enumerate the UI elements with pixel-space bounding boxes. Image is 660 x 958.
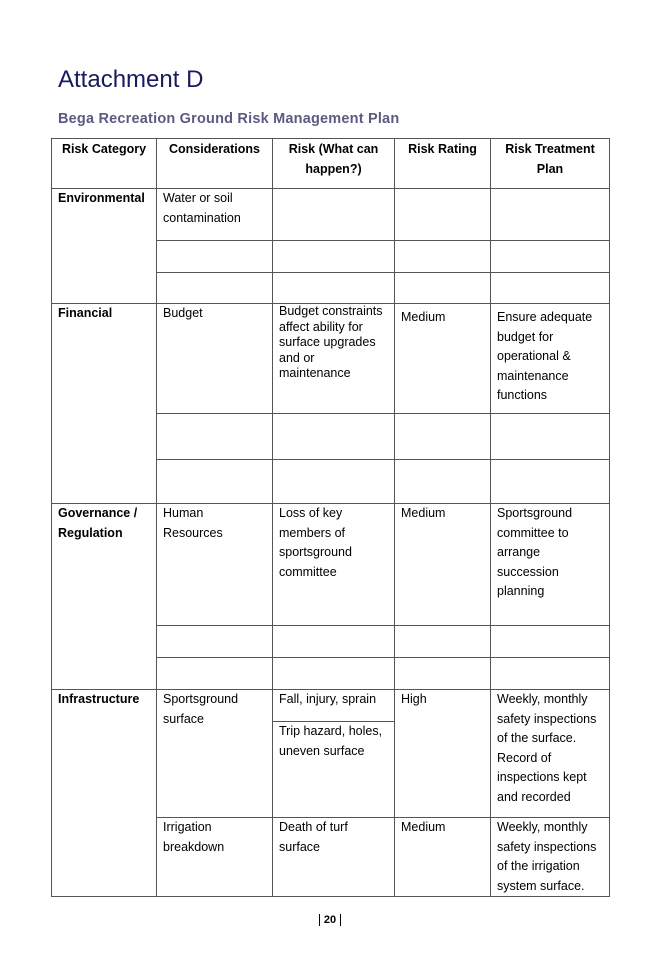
table-row <box>52 304 610 414</box>
treatment-cell: Weekly, monthly safety inspections of the irrigation system surface. <box>491 818 610 897</box>
risk-cell: Death of turf surface <box>273 818 395 897</box>
risk-cell: Fall, injury, sprain <box>273 690 395 722</box>
risk-cell: Loss of key members of sportsground committee <box>273 504 395 626</box>
consideration-cell: Water or soil contamination <box>157 189 273 241</box>
header-risk-rating: Risk Rating <box>395 139 491 189</box>
category-financial: Financial <box>52 304 157 504</box>
treatment-cell: Ensure adequate budget for operational & maintenance functions <box>491 304 610 414</box>
header-treatment-plan: Risk Treatment Plan <box>491 139 610 189</box>
treatment-cell: Sportsground committee to arrange succession planning <box>491 504 610 626</box>
header-risk: Risk (What can happen?) <box>273 139 395 189</box>
risk-management-table <box>51 138 610 897</box>
page-subtitle: Bega Recreation Ground Risk Management Plan <box>58 111 400 127</box>
header-risk-category: Risk Category <box>52 139 157 189</box>
page-number: 20 <box>0 914 660 926</box>
rating-cell: Medium <box>395 818 491 897</box>
table-header-row <box>52 139 610 189</box>
page-title: Attachment D <box>58 66 204 93</box>
category-infrastructure: Infrastructure <box>52 690 157 897</box>
category-governance: Governance / Regulation <box>52 504 157 690</box>
consideration-cell: Human Resources <box>157 504 273 626</box>
table-row <box>52 504 610 626</box>
consideration-cell: Sportsground surface <box>157 690 273 818</box>
risk-cell: Budget constraints affect ability for surface upgrades and or maintenance <box>273 304 395 414</box>
rating-cell: Medium <box>395 504 491 626</box>
consideration-cell: Irrigation breakdown <box>157 818 273 897</box>
header-considerations: Considerations <box>157 139 273 189</box>
treatment-cell: Weekly, monthly safety inspections of the surface. Record of inspections kept and recorded <box>491 690 610 818</box>
rating-cell: Medium <box>395 304 491 414</box>
category-environmental: Environmental <box>52 189 157 304</box>
table-row <box>52 189 610 241</box>
table-row <box>52 690 610 722</box>
rating-cell: High <box>395 690 491 818</box>
risk-cell: Trip hazard, holes, uneven surface <box>273 722 395 818</box>
consideration-cell: Budget <box>157 304 273 414</box>
